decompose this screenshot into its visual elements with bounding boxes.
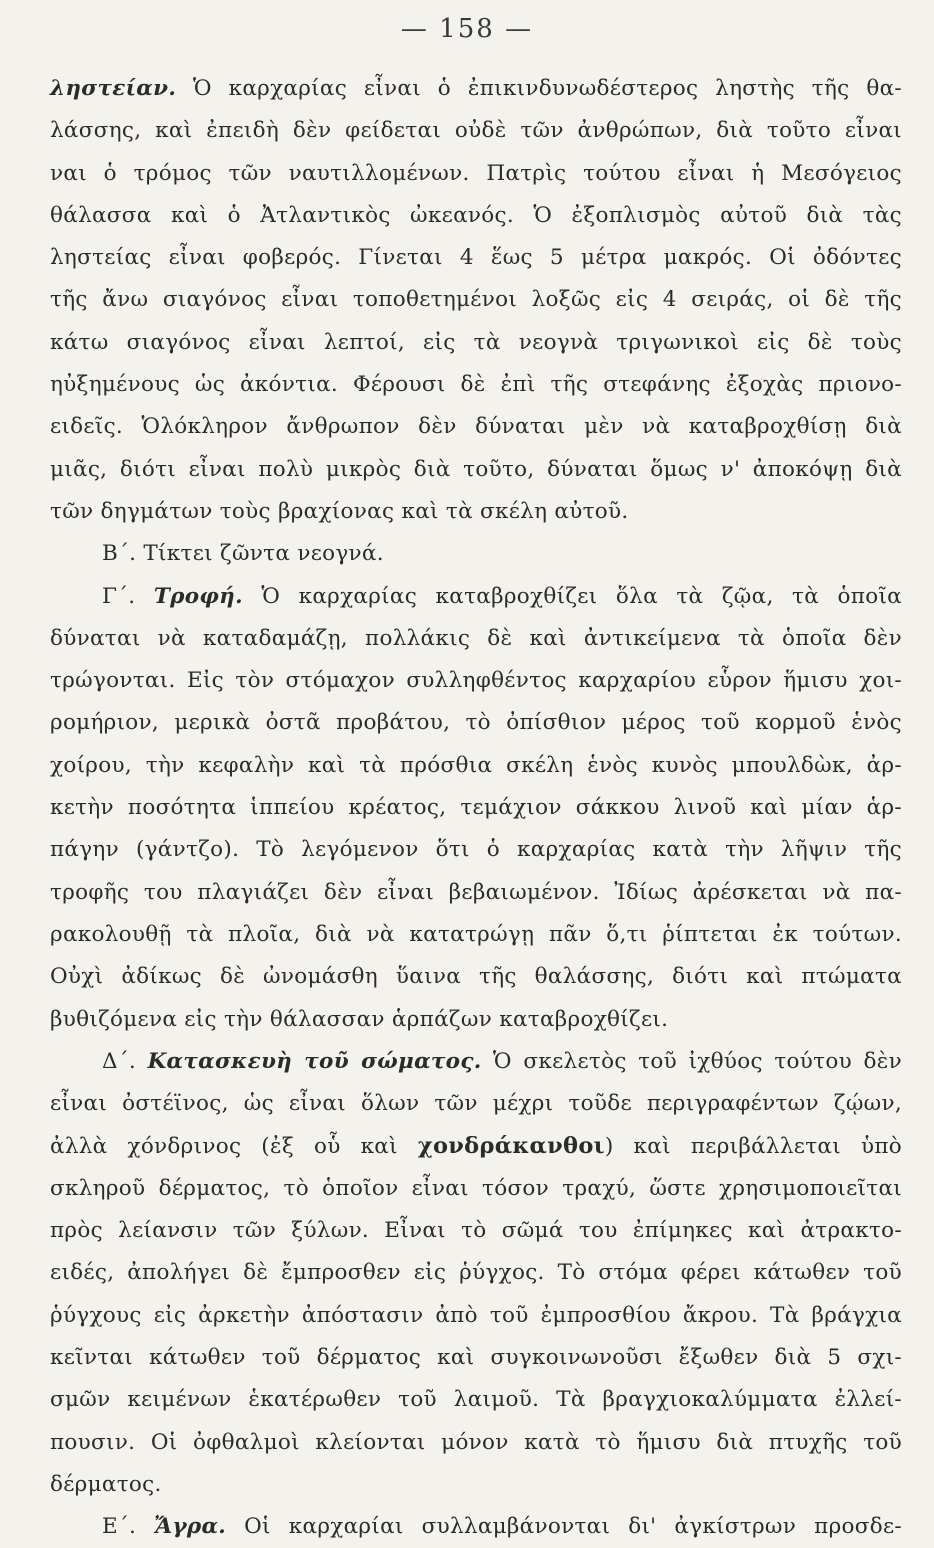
text-line xyxy=(50,872,902,914)
text-line xyxy=(50,237,902,279)
line-text: Οὐχὶ ἀδίκως δὲ ὠνομάσθη ὕαινα τῆς θαλάσσης, διότι καὶ πτώματα xyxy=(50,964,902,990)
text-line xyxy=(50,956,902,998)
emphasized-term: χονδράκανθοι xyxy=(417,1133,605,1160)
text-line xyxy=(50,195,902,237)
text-line xyxy=(50,1210,902,1252)
line-text: ειδεῖς. Ὁλόκληρον ἄνθρωπον δὲν δύναται μὲν νὰ καταβροχθίσῃ διὰ xyxy=(50,414,902,440)
line-text: Ὁ καρχαρίας καταβροχθίζει ὅλα τὰ ζῷα, τὰ ὁποῖα xyxy=(242,583,902,609)
line-text: βυθιζόμενα εἰς τὴν θάλασσαν ἁρπάζων καταβροχθίζει. xyxy=(50,1006,669,1032)
text-line xyxy=(50,364,902,406)
line-text: εἶναι ὀστέϊνος, ὡς εἶναι ὅλων τῶν μέχρι τοῦδε περιγραφέντων ζῴων, xyxy=(50,1091,902,1117)
text-line xyxy=(50,914,902,956)
text-line xyxy=(50,660,902,702)
text-line xyxy=(50,1252,902,1294)
line-text: ) καὶ περιβάλλεται ὑπὸ xyxy=(604,1134,902,1160)
section-marker: Ε΄. xyxy=(102,1514,155,1540)
line-text: Ὁ σκελετὸς τοῦ ἰχθύος τούτου δὲν xyxy=(481,1048,902,1074)
text-line xyxy=(50,1083,902,1125)
line-text: τῶν δηγμάτων τοὺς βραχίονας καὶ τὰ σκέλη αὐτοῦ. xyxy=(50,498,629,524)
line-text: ειδές, ἀπολήγει δὲ ἔμπροσθεν εἰς ῥύγχος. Τὸ στόμα φέρει κάτωθεν τοῦ xyxy=(50,1260,902,1286)
line-text: δέρματος. xyxy=(50,1471,162,1497)
line-text: πουσιν. Οἱ ὀφθαλμοὶ κλείονται μόνον κατὰ τὸ ἥμισυ διὰ πτυχῆς τοῦ xyxy=(50,1429,902,1455)
section-marker: Γ΄. xyxy=(102,583,154,609)
line-text: πρὸς λείανσιν τῶν ξύλων. Εἶναι τὸ σῶμά του ἐπίμηκες καὶ ἀτρακτο- xyxy=(50,1218,902,1244)
text-line xyxy=(50,829,902,871)
text-line xyxy=(50,702,902,744)
line-text: ηὐξημένους ὡς ἀκόντια. Φέρουσι δὲ ἐπὶ τῆς στεφάνης ἐξοχὰς πριονο- xyxy=(50,372,902,398)
section-marker: Δ΄. xyxy=(102,1048,148,1074)
text-line xyxy=(50,1379,902,1421)
line-text: ληστείας εἶναι φοβερός. Γίνεται 4 ἕως 5 μέτρα μακρός. Οἱ ὀδόντες xyxy=(50,245,902,271)
line-text: κετὴν ποσότητα ἱππείου κρέατος, τεμάχιον σάκκου λινοῦ καὶ μίαν ἁρ- xyxy=(50,795,902,821)
line-text: χοίρου, τὴν κεφαλὴν καὶ τὰ πρόσθια σκέλη ἑνὸς κυνὸς μπουλδὼκ, ἀρ- xyxy=(50,752,902,778)
line-text: σμῶν κειμένων ἑκατέρωθεν τοῦ λαιμοῦ. Τὰ βραγχιοκαλύμματα ἐλλεί- xyxy=(50,1387,902,1413)
text-line xyxy=(50,533,902,575)
section-heading: Τροφή. xyxy=(153,583,243,609)
section-heading: Ἄγρα. xyxy=(154,1514,227,1540)
body-text xyxy=(50,68,902,1548)
line-text: τροφῆς του πλαγιάζει δὲν εἶναι βεβαιωμένον. Ἰδίως ἀρέσκεται νὰ πα- xyxy=(50,879,902,905)
line-text: ρακολουθῇ τὰ πλοῖα, διὰ νὰ κατατρώγῃ πᾶν ὅ,τι ῥίπτεται ἐκ τούτων. xyxy=(50,921,902,947)
text-line xyxy=(50,491,902,533)
line-text: ῥύγχους εἰς ἀρκετὴν ἀπόστασιν ἀπὸ τοῦ ἐμπροσθίου ἄκρου. Τὰ βράγχια xyxy=(50,1302,902,1328)
text-line xyxy=(50,1041,902,1083)
text-line xyxy=(50,618,902,660)
page-number: — 158 — xyxy=(400,14,534,44)
line-text: τρώγονται. Εἰς τὸν στόμαχον συλληφθέντος καρχαρίου εὗρον ἥμισυ χοι- xyxy=(50,668,902,694)
line-text: μιᾶς, διότι εἶναι πολὺ μικρὸς διὰ τοῦτο, δύναται ὅμως ν' ἀποκόψῃ διὰ xyxy=(50,456,902,482)
text-line xyxy=(50,153,902,195)
text-line xyxy=(50,1168,902,1210)
text-line xyxy=(50,745,902,787)
line-text: Οἱ καρχαρίαι συλλαμβάνονται δι' ἀγκίστρων προσδε- xyxy=(226,1514,902,1540)
line-text: τῆς ἄνω σιαγόνος εἶναι τοποθετημένοι λοξῶς εἰς 4 σειράς, οἱ δὲ τῆς xyxy=(50,287,902,313)
text-line xyxy=(50,449,902,491)
text-line xyxy=(50,279,902,321)
line-text: Β΄. Τίκτει ζῶντα νεογνά. xyxy=(102,541,384,567)
text-line xyxy=(50,406,902,448)
line-text: λάσσης, καὶ ἐπειδὴ δὲν φείδεται οὐδὲ τῶν ἀνθρώπων, διὰ τοῦτο εἶναι xyxy=(50,118,902,144)
line-text: ἀλλὰ χόνδρινος (ἐξ οὗ καὶ xyxy=(50,1134,418,1160)
line-text: δύναται νὰ καταδαμάζῃ, πολλάκις δὲ καὶ ἀντικείμενα τὰ ὁποῖα δὲν xyxy=(50,625,902,651)
section-heading: Κατασκευὴ τοῦ σώματος. xyxy=(147,1048,482,1074)
text-line xyxy=(50,1295,902,1337)
text-line xyxy=(50,1337,902,1379)
text-line xyxy=(50,110,902,152)
line-text: σκληροῦ δέρματος, τὸ ὁποῖον εἶναι τόσον τραχύ, ὥστε χρησιμοποιεῖται xyxy=(50,1175,902,1201)
text-line xyxy=(50,322,902,364)
line-text: κάτω σιαγόνος εἶναι λεπτοί, εἰς τὰ νεογνὰ τριγωνικοὶ εἰς δὲ τοὺς xyxy=(50,329,902,355)
text-line xyxy=(50,1506,902,1548)
line-text: θάλασσα καὶ ὁ Ἀτλαντικὸς ὠκεανός. Ὁ ἐξοπλισμὸς αὐτοῦ διὰ τὰς xyxy=(50,202,902,228)
text-line xyxy=(50,68,902,110)
text-line xyxy=(50,999,902,1041)
text-line xyxy=(50,1125,902,1167)
line-text: Ὁ καρχαρίας εἶναι ὁ ἐπικινδυνωδέστερος ληστὴς τῆς θα- xyxy=(176,76,902,101)
section-heading: ληστείαν. xyxy=(50,76,177,101)
text-line xyxy=(50,1422,902,1464)
text-line xyxy=(50,576,902,618)
line-text: κεῖνται κάτωθεν τοῦ δέρματος καὶ συγκοινωνοῦσι ἔξωθεν διὰ 5 σχι- xyxy=(50,1344,902,1370)
line-text: ρομήριον, μερικὰ ὀστᾶ προβάτου, τὸ ὀπίσθιον μέρος τοῦ κορμοῦ ἑνὸς xyxy=(50,710,902,736)
line-text: πάγην (γάντζο). Τὸ λεγόμενον ὅτι ὁ καρχαρίας κατὰ τὴν λῆψιν τῆς xyxy=(50,837,902,863)
line-text: ναι ὁ τρόμος τῶν ναυτιλλομένων. Πατρὶς τούτου εἶναι ἡ Μεσόγειος xyxy=(50,160,902,186)
text-line xyxy=(50,787,902,829)
